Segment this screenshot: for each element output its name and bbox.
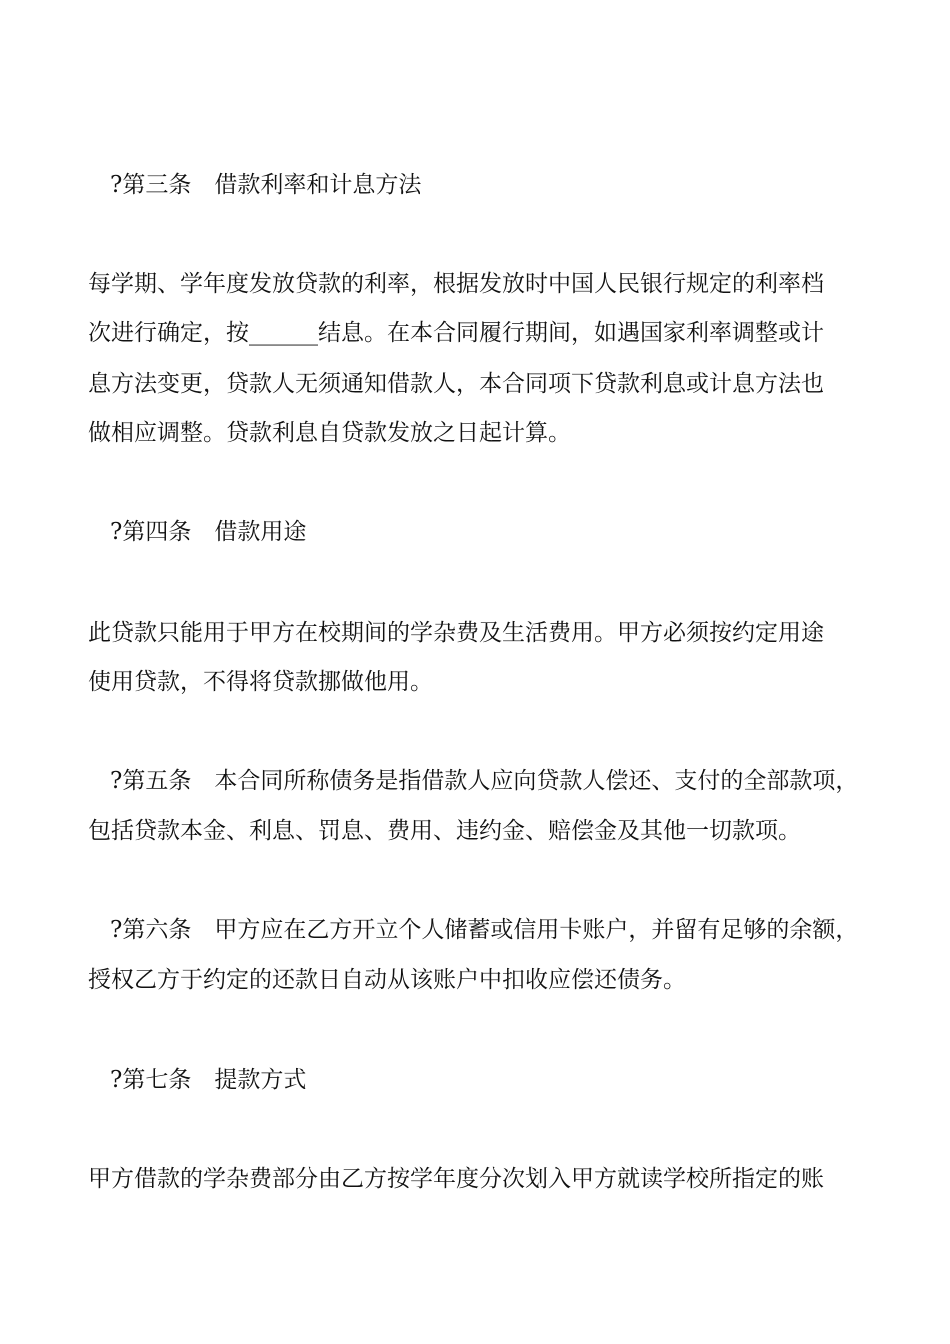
article-5-line-2: 包括贷款本金、利息、罚息、费用、违约金、赔偿金及其他一切款项。 — [88, 818, 801, 844]
article-5-line-1: ?第五条 本合同所称债务是指借款人应向贷款人偿还、支付的全部款项， — [110, 768, 859, 794]
article-3-line-4: 做相应调整。贷款利息自贷款发放之日起计算。 — [88, 420, 571, 446]
article-7-line-1: 甲方借款的学杂费部分由乙方按学年度分次划入甲方就读学校所指定的账 — [88, 1166, 824, 1192]
article-6-line-1: ?第六条 甲方应在乙方开立个人储蓄或信用卡账户，并留有足够的余额， — [110, 917, 859, 943]
article-3-line-3: 息方法变更，贷款人无须通知借款人，本合同项下贷款利息或计息方法也 — [88, 371, 824, 397]
article-4-line-1: 此贷款只能用于甲方在校期间的学杂费及生活费用。甲方必须按约定用途 — [88, 620, 824, 646]
article-3-heading: ?第三条 借款利率和计息方法 — [110, 172, 422, 198]
article-4-heading: ?第四条 借款用途 — [110, 519, 307, 545]
article-7-heading: ?第七条 提款方式 — [110, 1067, 307, 1093]
article-3-line-2: 次进行确定，按______结息。在本合同履行期间，如遇国家利率调整或计 — [88, 320, 824, 346]
article-3-line-1: 每学期、学年度发放贷款的利率，根据发放时中国人民银行规定的利率档 — [88, 271, 824, 297]
article-4-line-2: 使用贷款，不得将贷款挪做他用。 — [88, 669, 433, 695]
article-6-line-2: 授权乙方于约定的还款日自动从该账户中扣收应偿还债务。 — [88, 967, 686, 993]
